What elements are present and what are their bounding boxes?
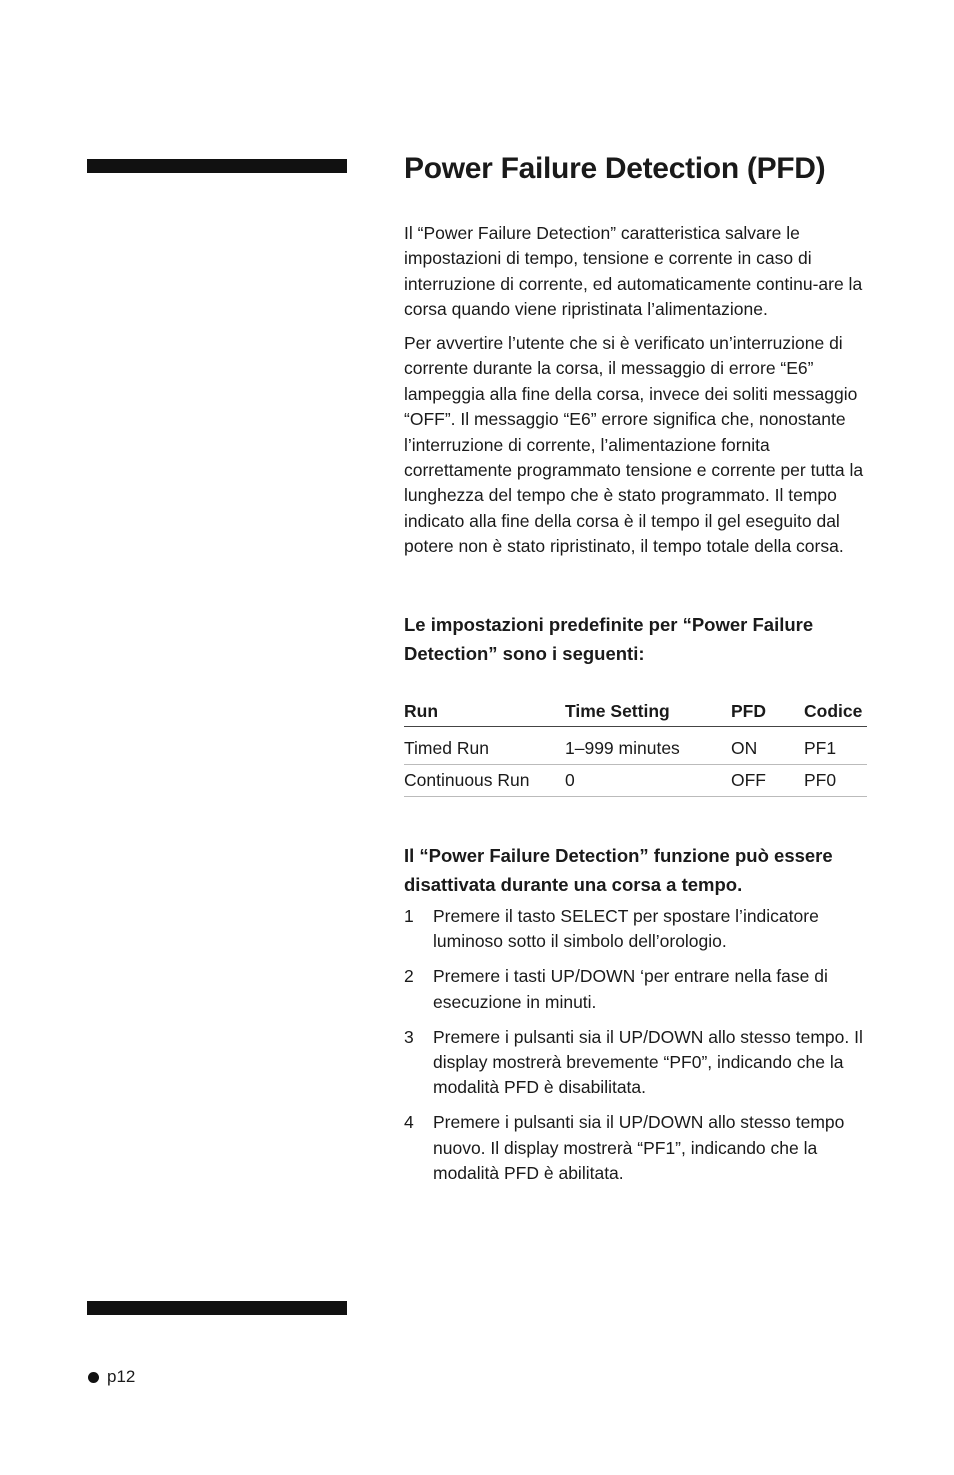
table-row [404,733,867,765]
step-text: Premere i pulsanti sia il UP/DOWN allo stesso tempo nuovo. Il display mostrerà “PF1”, indicando che la modalità PFD è abilitata. [433,1112,845,1184]
steps-list [404,904,868,1196]
table-cell: PF0 [804,765,867,797]
step-text: Premere i pulsanti sia il UP/DOWN allo stesso tempo. Il display mostrerà brevemente “PF0”, indicando che la modalità PFD è disabilitata. [433,1026,863,1098]
table-cell: PF1 [804,733,867,765]
page-title: Power Failure Detection (PFD) [404,152,826,185]
table-cell: Timed Run [404,733,565,765]
list-item [404,964,868,1015]
column-header-pfd: PFD [731,697,804,727]
table-header-row [404,697,867,727]
step-number: 1 [404,906,414,926]
table-cell: Continuous Run [404,765,565,797]
list-item [404,1025,868,1101]
page-number: p12 [107,1367,136,1386]
table-row [404,765,867,797]
list-item [404,904,868,955]
step-number: 4 [404,1112,414,1133]
header-rule [87,159,347,173]
error-message-paragraph: Per avvertire l’utente che si è verificato un’interruzione di corrente durante la corsa, il messaggio di errore “E6” lampeggia alla fine della corsa, invece dei soliti messaggio “OFF”. Il messaggio “E6” errore significa che, nonostante l’interruzione di corrente, l’alimentazione fornita correttamente programmato tensione e corrente per tutta la lunghezza del tempo che è stato programmato. Il tempo indicato alla fine della corsa è il tempo il gel eseguito dal potere non è stato ripristinato, il tempo totale della corsa. [404,333,864,557]
intro-paragraph: Il “Power Failure Detection” caratteristica salvare le impostazioni di tempo, tensione e corrente in caso di interruzione di corrente, ed automaticamente continu-are la corsa quando viene ripristinata l’alimentazione. [404,223,863,320]
step-text: Premere i tasti UP/DOWN ‘per entrare nella fase di esecuzione in minuti. [433,966,828,1012]
column-header-time-setting: Time Setting [565,697,731,727]
list-item [404,1110,868,1186]
page-footer [88,1367,135,1387]
bullet-icon [88,1372,99,1383]
footer-rule [87,1301,347,1315]
defaults-heading: Le impostazioni predefinite per “Power Failure Detection” sono i seguenti: [404,614,814,664]
pfd-settings-table [404,697,867,797]
disable-heading: Il “Power Failure Detection” funzione può essere disattivata durante una corsa a tempo. [404,845,833,895]
step-number: 2 [404,966,414,987]
step-number: 3 [404,1026,414,1047]
column-header-run: Run [404,697,565,727]
table-cell: ON [731,733,804,765]
step-text: Premere il tasto SELECT per spostare l’indicatore luminoso sotto il simbolo dell’orologio. [433,906,819,952]
table-cell: 1–999 minutes [565,733,731,765]
table-cell: 0 [565,765,731,797]
column-header-codice: Codice [804,697,867,727]
table-cell: OFF [731,765,804,797]
